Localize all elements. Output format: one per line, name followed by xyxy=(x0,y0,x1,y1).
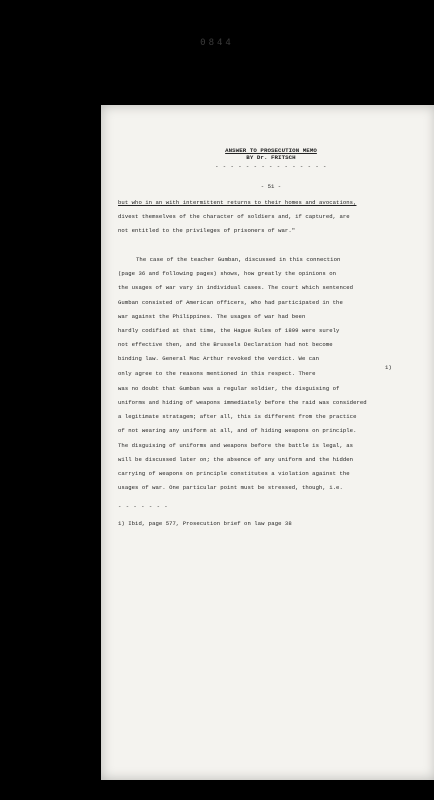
document-byline: BY Dr. FRITSCH xyxy=(246,154,296,161)
body-line: (page 36 and following pages) shows, how greatly the opinions on xyxy=(118,270,337,277)
body-line: the usages of war vary in individual cases. The court which sentenced xyxy=(118,284,354,291)
header-dashes: - - - - - - - - - - - - - - - xyxy=(215,163,327,170)
body-line: usages of war. One particular point must be stressed, though, i.e. xyxy=(118,484,343,491)
body-line: war against the Philippines. The usages of war had been xyxy=(118,313,306,320)
film-frame-number: 0844 xyxy=(200,38,234,48)
footnote-separator: - - - - - - - xyxy=(118,503,169,510)
body-line: not effective then, and the Brussels Declaration had not become xyxy=(118,341,333,348)
intro-line: but who in an with intermittent returns to their homes and avocations, xyxy=(118,199,357,206)
body-line: was no doubt that Gumban was a regular soldier, the disguising of xyxy=(118,385,340,392)
footnote-text: 1) Ibid, page 577, Prosecution brief on law page 38 xyxy=(118,520,292,527)
footnote-marker: 1) xyxy=(385,364,392,371)
body-line: of not wearing any uniform at all, and of hiding weapons on principle. xyxy=(118,427,357,434)
document-title: ANSWER TO PROSECUTION MEMO xyxy=(225,147,317,154)
intro-line: not entitled to the privileges of prisoners of war." xyxy=(118,227,296,234)
intro-line: divest themselves of the character of soldiers and, if captured, are xyxy=(118,213,350,220)
body-line: hardly codified at that time, the Hague Rules of 1899 were surely xyxy=(118,327,340,334)
body-line: Gumban consisted of American officers, who had participated in the xyxy=(118,299,343,306)
body-line: binding law. General Mac Arthur revoked the verdict. We can xyxy=(118,355,320,362)
body-line: will be discussed later on; the absence of any uniform and the hidden xyxy=(118,456,354,463)
body-line: The disguising of uniforms and weapons before the battle is legal, as xyxy=(118,442,354,449)
body-line: The case of the teacher Gumban, discussed in this connection xyxy=(136,256,341,263)
body-line: uniforms and hiding of weapons immediately before the raid was considered xyxy=(118,399,367,406)
body-line: a legitimate stratagem; after all, this is different from the practice xyxy=(118,413,357,420)
body-line: only agree to the reasons mentioned in this respect. There xyxy=(118,370,316,377)
body-line: carrying of weapons on principle constitutes a violation against the xyxy=(118,470,350,477)
page-number: - 51 - xyxy=(260,183,282,190)
